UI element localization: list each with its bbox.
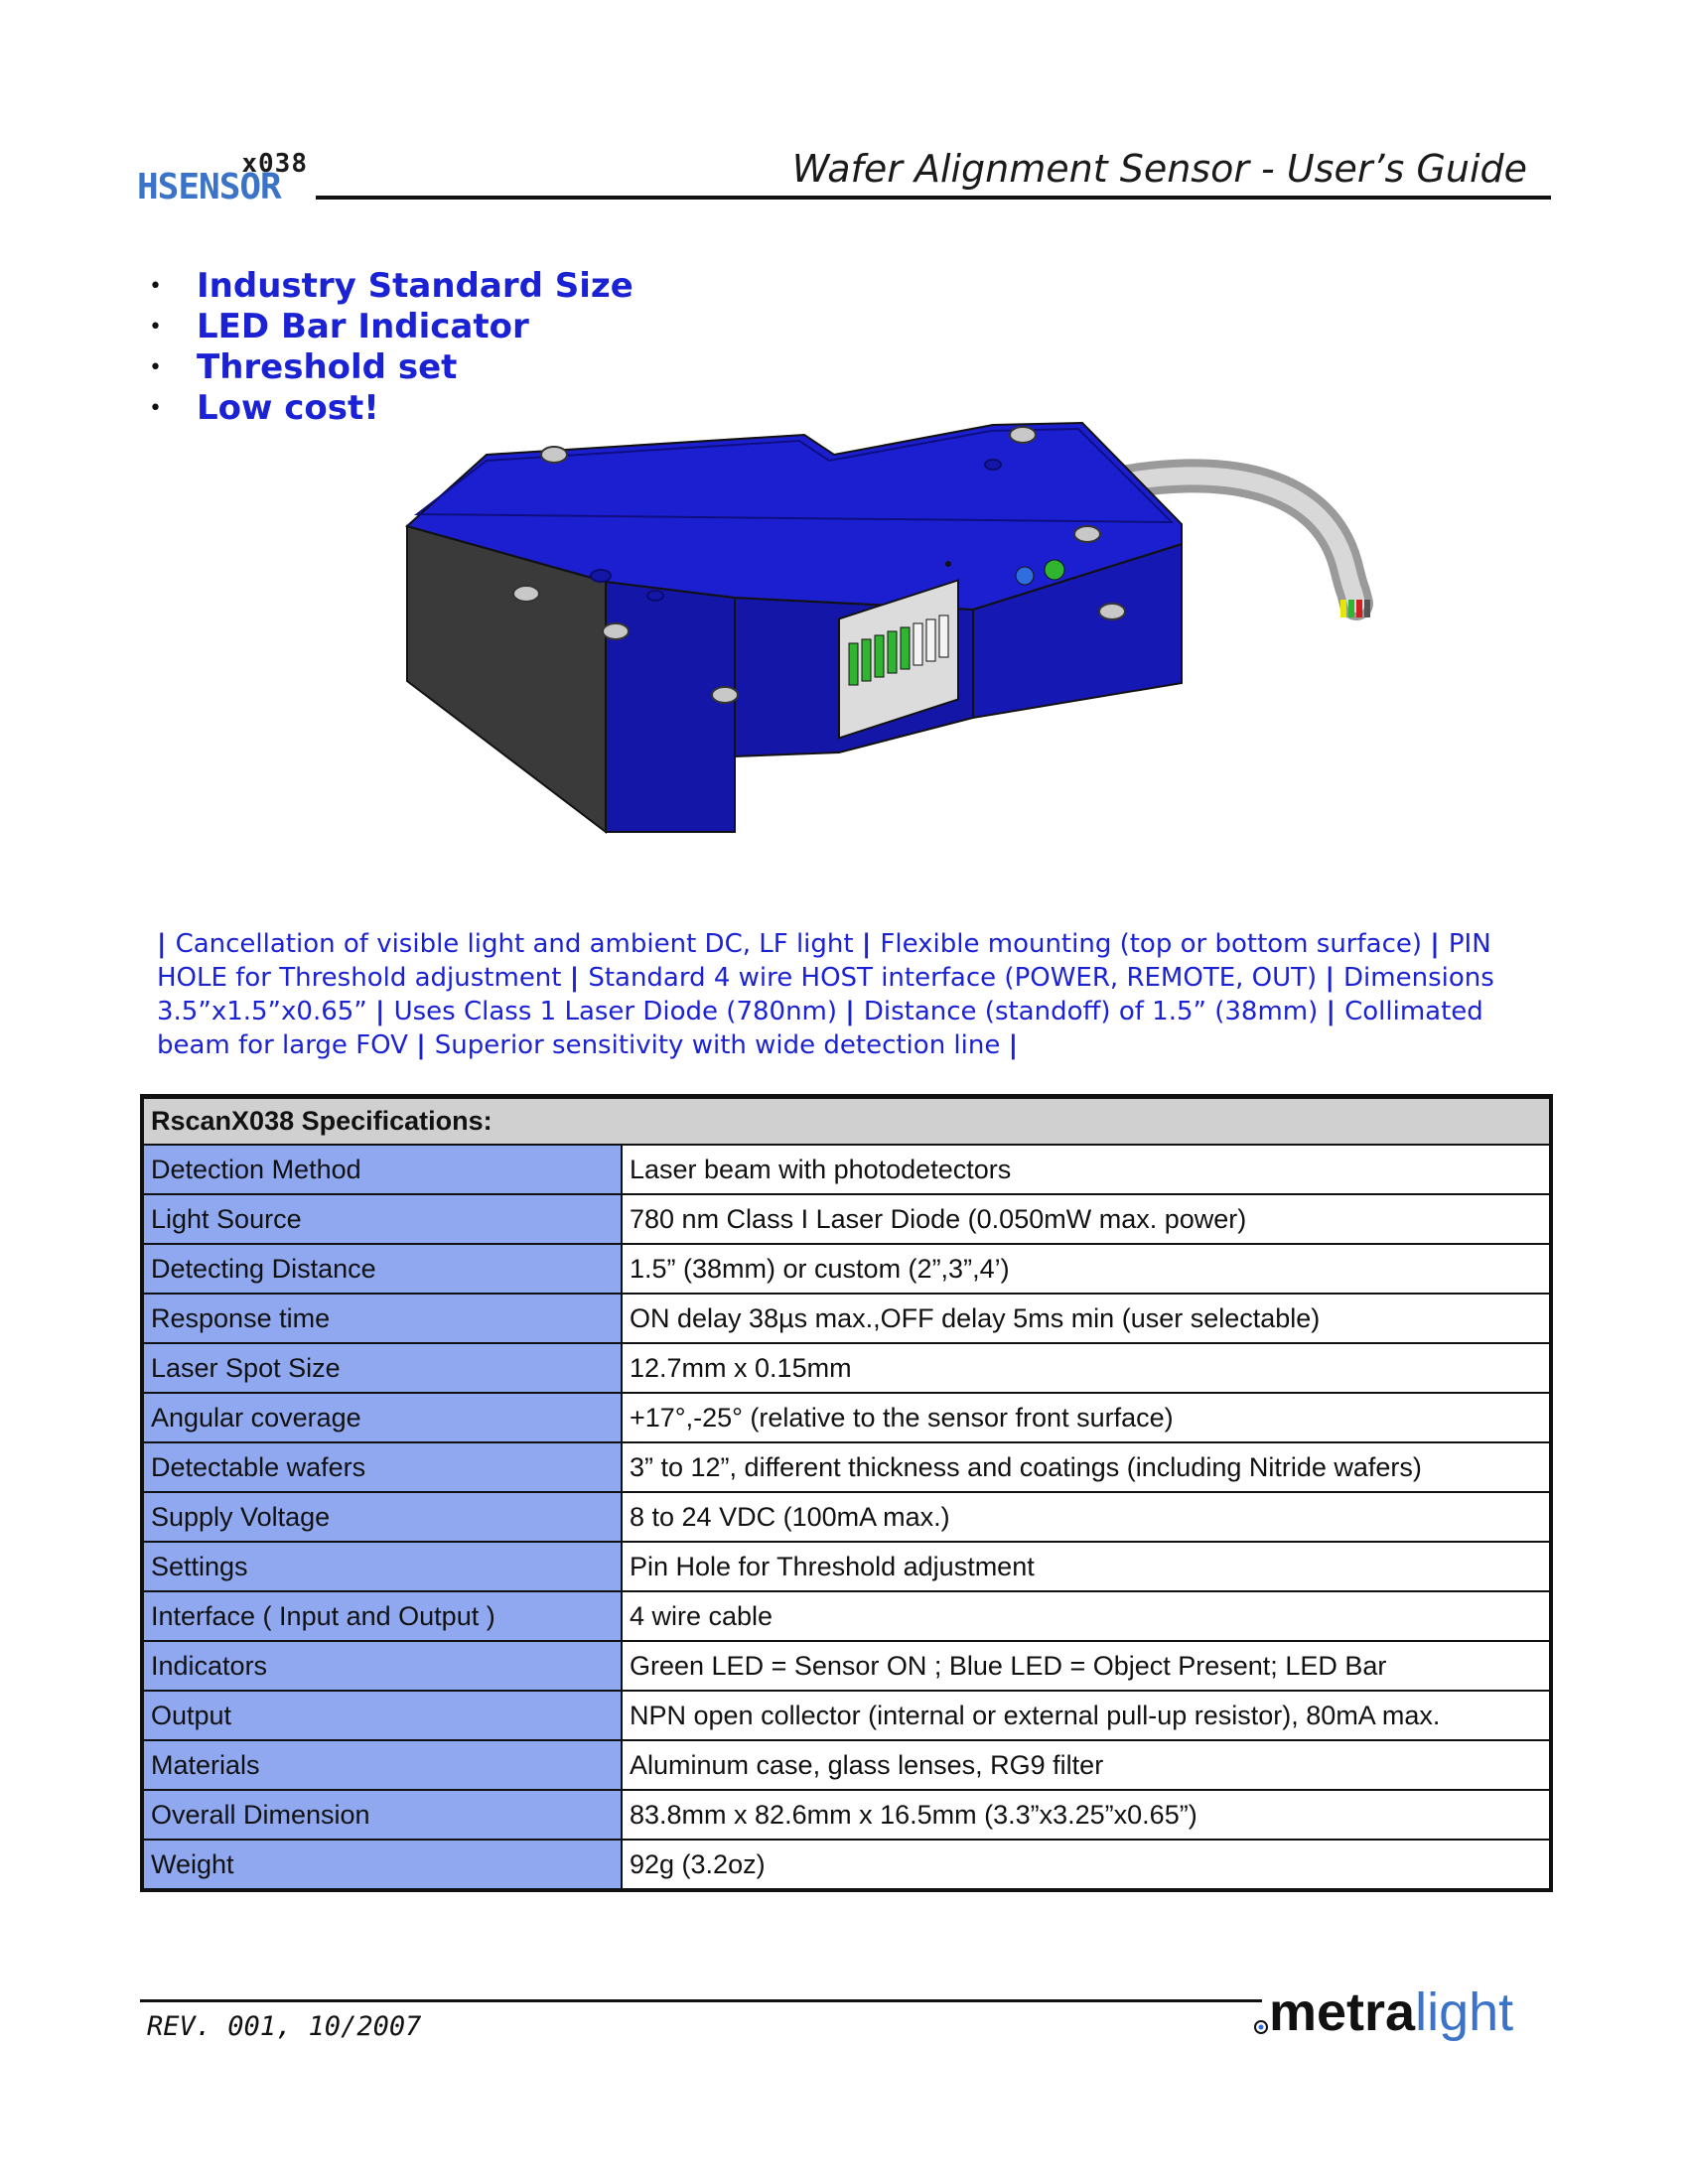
table-row (142, 1641, 1551, 1691)
desc-item: Standard 4 wire HOST interface (POWER, REMOTE, OUT) (588, 963, 1318, 993)
spec-label: Laser Spot Size (142, 1343, 622, 1393)
spec-value: ON delay 38µs max.,OFF delay 5ms min (user selectable) (622, 1294, 1551, 1343)
desc-item: Dimensions 3.5”x1.5”x0.65” (157, 963, 1494, 1026)
spec-label: Settings (142, 1542, 622, 1591)
spec-value: NPN open collector (internal or external pull-up resistor), 80mA max. (622, 1691, 1551, 1740)
table-row (142, 1790, 1551, 1840)
table-row (142, 1691, 1551, 1740)
header-divider (316, 196, 1551, 200)
separator-icon: | (416, 1030, 435, 1060)
bullet-icon: • (149, 315, 162, 340)
bullet-icon: • (149, 396, 162, 421)
separator-icon: | (1326, 997, 1345, 1026)
revision-text: REV. 001, 10/2007 (147, 2011, 422, 2042)
spec-value: Aluminum case, glass lenses, RG9 filter (622, 1740, 1551, 1790)
bullet-icon: • (149, 355, 162, 380)
spec-label: Response time (142, 1294, 622, 1343)
separator-icon: | (375, 997, 394, 1026)
spec-label: Weight (142, 1840, 622, 1890)
separator-icon: | (569, 963, 589, 993)
spec-label: Overall Dimension (142, 1790, 622, 1840)
spec-label: Angular coverage (142, 1393, 622, 1442)
separator-icon: | (157, 929, 176, 959)
feature-description (157, 927, 1547, 1062)
table-row (142, 1294, 1551, 1343)
table-row (142, 1442, 1551, 1492)
feature-text: Threshold set (197, 347, 458, 387)
spec-label: Detection Method (142, 1145, 622, 1194)
separator-icon: | (861, 929, 881, 959)
feature-text: Industry Standard Size (197, 266, 633, 306)
separator-icon: | (1008, 1030, 1019, 1060)
spec-value: 92g (3.2oz) (622, 1840, 1551, 1890)
spec-value: Laser beam with photodetectors (622, 1145, 1551, 1194)
desc-item: Uses Class 1 Laser Diode (780nm) (393, 997, 838, 1026)
spec-label: Indicators (142, 1641, 622, 1691)
separator-icon: | (1430, 929, 1449, 959)
logo-wordmark (1269, 1982, 1513, 2042)
spec-value: 8 to 24 VDC (100mA max.) (622, 1492, 1551, 1542)
desc-item: Distance (standoff) of 1.5” (38mm) (863, 997, 1319, 1026)
spec-label: Light Source (142, 1194, 622, 1244)
logo-light-text: light (1415, 1982, 1514, 2042)
spec-value: 83.8mm x 82.6mm x 16.5mm (3.3”x3.25”x0.65”) (622, 1790, 1551, 1840)
spec-label: Interface ( Input and Output ) (142, 1591, 622, 1641)
table-row (142, 1393, 1551, 1442)
spec-value: 12.7mm x 0.15mm (622, 1343, 1551, 1393)
table-row (142, 1492, 1551, 1542)
table-row (142, 1740, 1551, 1790)
desc-item: Cancellation of visible light and ambient DC, LF light (175, 929, 854, 959)
spec-label: Detectable wafers (142, 1442, 622, 1492)
table-header-row (142, 1097, 1551, 1146)
feature-text: LED Bar Indicator (197, 307, 529, 346)
logo-bold-text: metra (1269, 1982, 1416, 2042)
feature-list (149, 266, 633, 429)
logo-brand-text: HSENSOR (137, 167, 281, 207)
feature-item (149, 347, 633, 388)
spec-value: 780 nm Class I Laser Diode (0.050mW max. power) (622, 1194, 1551, 1244)
spec-value: 1.5” (38mm) or custom (2”,3”,4’) (622, 1244, 1551, 1294)
spec-value: Pin Hole for Threshold adjustment (622, 1542, 1551, 1591)
metralight-logo (1253, 1971, 1553, 2050)
spec-value: 4 wire cable (622, 1591, 1551, 1641)
spec-label: Materials (142, 1740, 622, 1790)
table-row (142, 1244, 1551, 1294)
footer-divider (140, 1999, 1262, 2002)
feature-text: Low cost! (197, 388, 379, 428)
desc-item: PIN HOLE for Threshold adjustment (157, 929, 1491, 993)
separator-icon: | (845, 997, 864, 1026)
hsensor-logo (137, 149, 316, 205)
table-row (142, 1840, 1551, 1890)
desc-item: Flexible mounting (top or bottom surface) (880, 929, 1423, 959)
desc-item: Superior sensitivity with wide detection line (434, 1030, 1001, 1060)
green-led-icon (1045, 560, 1064, 580)
table-row (142, 1542, 1551, 1591)
feature-item (149, 307, 633, 347)
table-title: RscanX038 Specifications: (142, 1097, 1551, 1146)
spec-label: Detecting Distance (142, 1244, 622, 1294)
logo-model-text: x038 (241, 149, 308, 179)
page-title: Wafer Alignment Sensor - User’s Guide (791, 147, 1527, 191)
spec-value: Green LED = Sensor ON ; Blue LED = Object Present; LED Bar (622, 1641, 1551, 1691)
blue-led-icon (1016, 567, 1034, 585)
table-row (142, 1343, 1551, 1393)
sensor-product-image (397, 415, 1430, 852)
spec-value: 3” to 12”, different thickness and coatings (including Nitride wafers) (622, 1442, 1551, 1492)
desc-item: Collimated beam for large FOV (157, 997, 1483, 1060)
specifications-table (140, 1094, 1553, 1892)
spec-value: +17°,-25° (relative to the sensor front surface) (622, 1393, 1551, 1442)
spec-label: Supply Voltage (142, 1492, 622, 1542)
bullet-icon: • (149, 274, 162, 299)
table-row (142, 1591, 1551, 1641)
feature-item (149, 266, 633, 307)
table-row (142, 1194, 1551, 1244)
separator-icon: | (1325, 963, 1344, 993)
table-row (142, 1145, 1551, 1194)
spec-label: Output (142, 1691, 622, 1740)
